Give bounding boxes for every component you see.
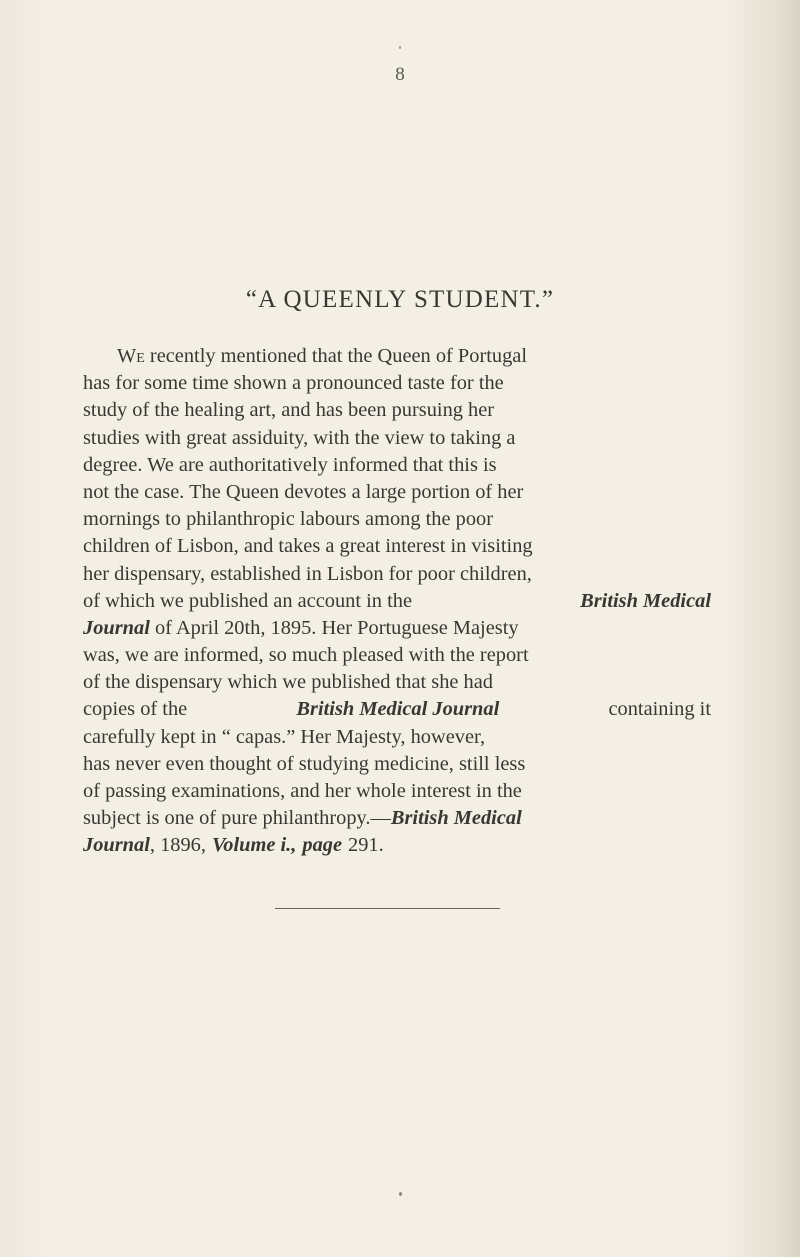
line-text: has for some time shown a pronounced taste for the <box>83 372 504 395</box>
line-text: recently mentioned that the Queen of Portugal <box>144 345 528 367</box>
line-text: study of the healing art, and has been pursuing her <box>83 399 495 422</box>
line-text: of April 20th, 1895. Her Portuguese Majesty <box>154 616 519 639</box>
body-line <box>83 832 711 859</box>
paper-speck-top <box>399 46 401 49</box>
line-text: children of Lisbon, and takes a great interest in visiting <box>83 535 533 558</box>
body-line <box>83 778 711 805</box>
body-line <box>83 615 711 642</box>
article-body <box>83 343 711 860</box>
paper-speck <box>399 1192 402 1196</box>
citation-year: , 1896, <box>149 834 206 857</box>
body-line <box>83 696 711 723</box>
body-line <box>83 343 711 370</box>
line-text: mornings to philanthropic labours among the poor <box>83 508 494 531</box>
line-text: subject is one of pure philanthropy.— <box>83 807 391 830</box>
body-line <box>83 561 711 588</box>
citation-volume: Volume i., <box>211 834 297 857</box>
body-line <box>83 506 711 533</box>
line-text: of passing examinations, and her whole interest in the <box>83 780 522 802</box>
body-line <box>83 588 711 615</box>
line-text: containing it <box>608 698 711 721</box>
journal-citation: Journal <box>83 616 150 639</box>
body-line <box>83 669 711 696</box>
body-line <box>83 479 711 506</box>
line-text: carefully kept in “ capas.” Her Majesty, however, <box>83 725 486 748</box>
line-text: copies of the <box>83 698 188 721</box>
page-number: 8 <box>395 64 405 85</box>
body-line <box>83 452 711 479</box>
line-text: her dispensary, established in Lisbon for poor children, <box>83 562 532 585</box>
body-line <box>83 751 711 778</box>
line-text: not the case. The Queen devotes a large portion of her <box>83 480 524 503</box>
body-line <box>83 533 711 560</box>
citation-page-label: page <box>302 834 343 857</box>
line-text: was, we are informed, so much pleased with the report <box>83 644 529 667</box>
journal-citation: British Medical <box>390 807 522 830</box>
line-text: studies with great assiduity, with the view to taking a <box>83 426 516 449</box>
line-text: has never even thought of studying medicine, still less <box>83 752 526 775</box>
body-line <box>83 425 711 452</box>
body-line <box>83 642 711 669</box>
line-text: of the dispensary which we published that she had <box>83 671 493 694</box>
journal-citation: British Medical <box>580 589 711 612</box>
body-line <box>83 397 711 424</box>
body-line <box>83 805 711 832</box>
citation-page-number: 291. <box>348 834 384 857</box>
journal-citation: British Medical Journal <box>296 698 500 721</box>
journal-citation: Journal <box>83 834 150 857</box>
body-line <box>83 370 711 397</box>
article-title: “A QUEENLY STUDENT.” <box>245 286 555 313</box>
line-text: degree. We are authoritatively informed that this is <box>83 453 497 476</box>
line-text: of which we published an account in the <box>83 589 412 612</box>
section-divider <box>275 908 500 909</box>
body-line <box>83 724 711 751</box>
drop-word: We <box>117 345 145 367</box>
